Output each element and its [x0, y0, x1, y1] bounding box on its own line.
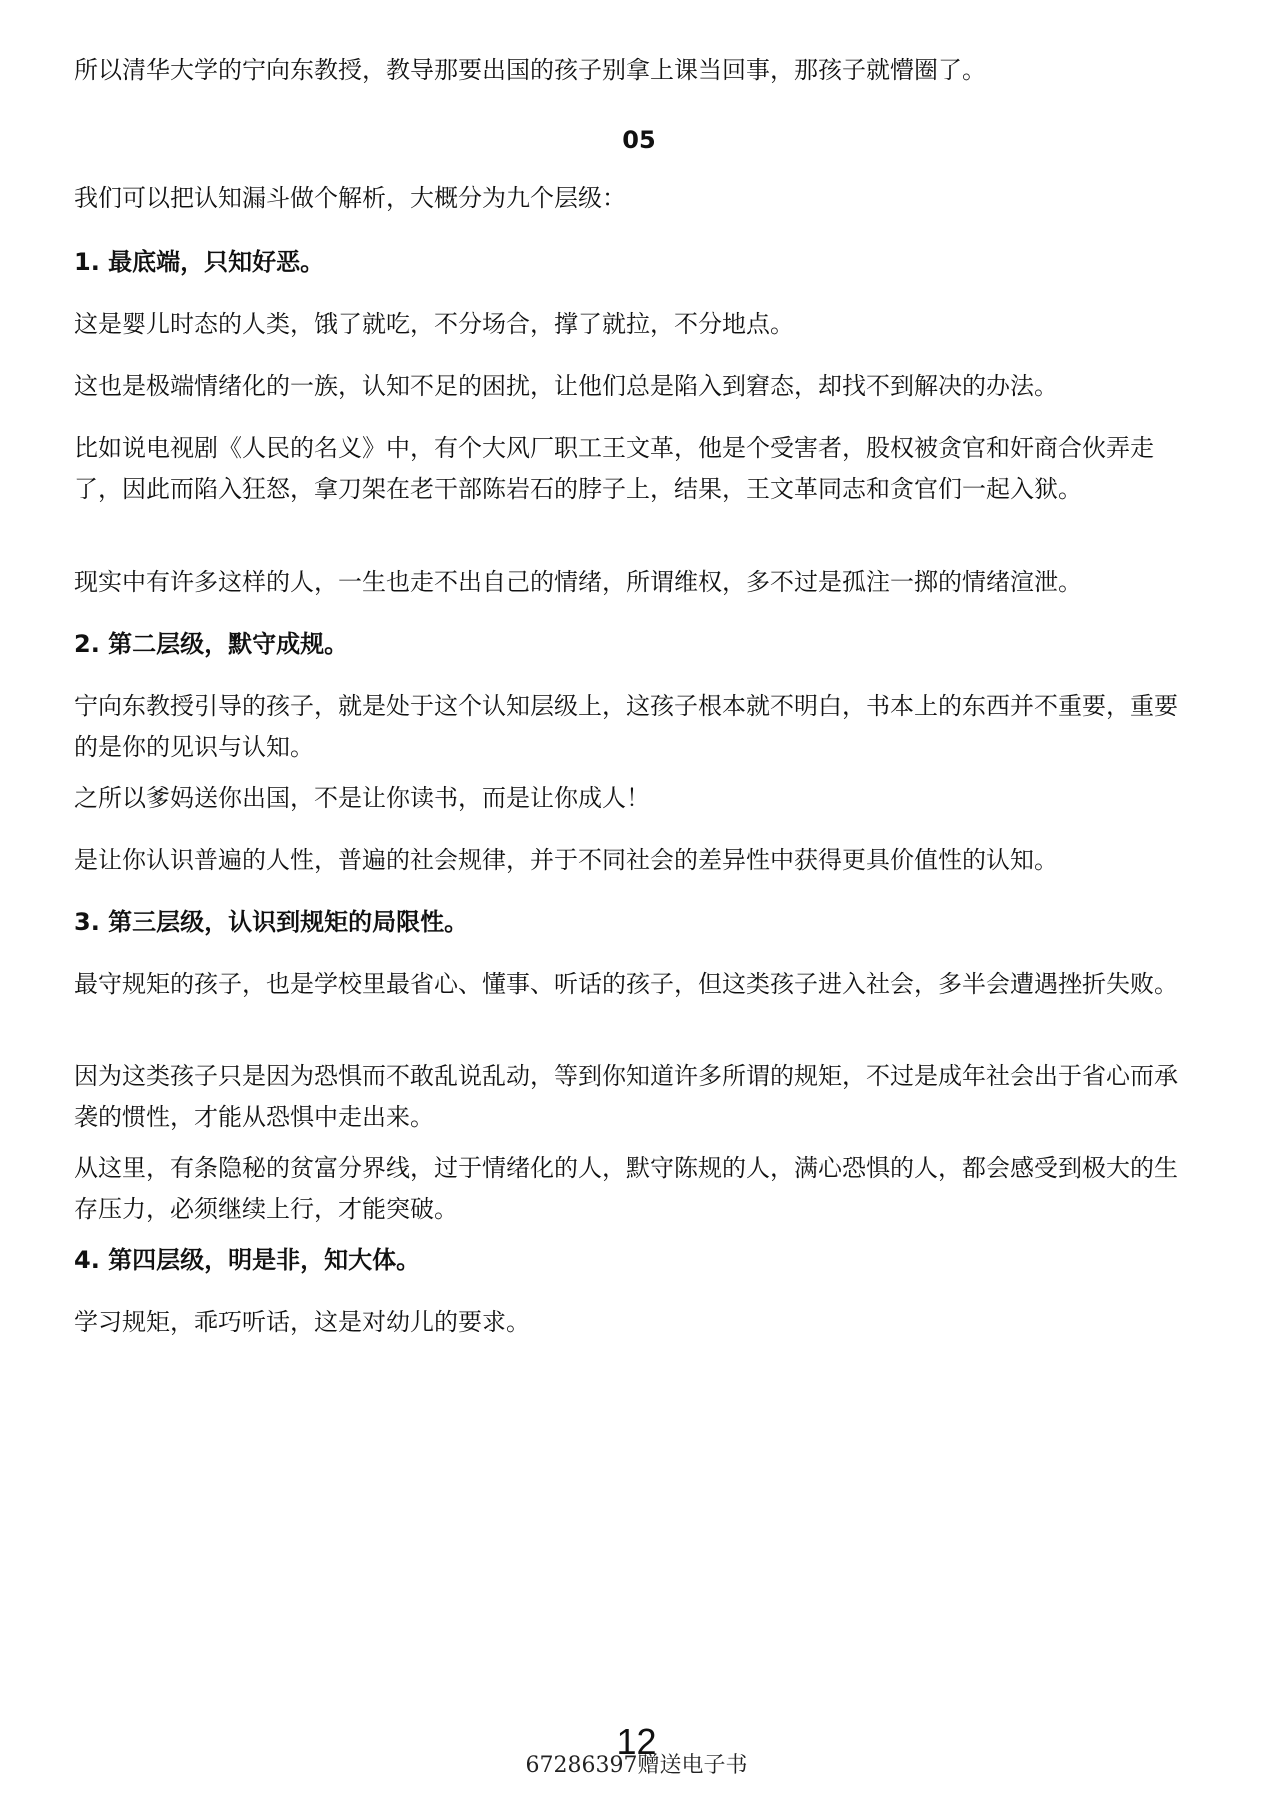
paragraph: 我们可以把认知漏斗做个解析，大概分为九个层级：	[74, 184, 626, 212]
page-number: 12	[616, 1721, 657, 1762]
paragraph: 是让你认识普遍的人性，普遍的社会规律，并于不同社会的差异性中获得更具价值性的认知。	[74, 846, 1058, 874]
section-heading: 1. 最底端，只知好恶。	[74, 248, 325, 276]
section-heading: 3. 第三层级，认识到规矩的局限性。	[74, 908, 469, 936]
paragraph: 宁向东教授引导的孩子，就是处于这个认知层级上，这孩子根本就不明白，书本上的东西并不重要，重要的是你的见识与认知。	[74, 692, 1178, 761]
paragraph: 之所以爹妈送你出国，不是让你读书，而是让你成人！	[74, 784, 650, 812]
paragraph: 比如说电视剧《人民的名义》中，有个大风厂职工王文革，他是个受害者，股权被贪官和奸商合伙弄走了，因此而陷入狂怒，拿刀架在老干部陈岩石的脖子上，结果，王文革同志和贪官们一起入狱。	[74, 434, 1154, 503]
section-number: 05	[622, 126, 656, 154]
section-heading: 4. 第四层级，明是非，知大体。	[74, 1246, 421, 1274]
paragraph: 因为这类孩子只是因为恐惧而不敢乱说乱动，等到你知道许多所谓的规矩，不过是成年社会出于省心而承袭的惯性，才能从恐惧中走出来。	[74, 1062, 1178, 1131]
paragraph: 这是婴儿时态的人类，饿了就吃，不分场合，撑了就拉，不分地点。	[74, 310, 794, 338]
paragraph: 从这里，有条隐秘的贫富分界线，过于情绪化的人，默守陈规的人，满心恐惧的人，都会感受到极大的生存压力，必须继续上行，才能突破。	[74, 1154, 1178, 1223]
section-heading: 2. 第二层级，默守成规。	[74, 630, 349, 658]
paragraph: 学习规矩，乖巧听话，这是对幼儿的要求。	[74, 1308, 530, 1336]
paragraph: 最守规矩的孩子，也是学校里最省心、懂事、听话的孩子，但这类孩子进入社会，多半会遭遇挫折失败。	[74, 970, 1178, 998]
footer-note: 67286397赠送电子书	[525, 1753, 748, 1778]
paragraph: 所以清华大学的宁向东教授，教导那要出国的孩子别拿上课当回事，那孩子就懵圈了。	[74, 56, 986, 84]
paragraph: 现实中有许多这样的人，一生也走不出自己的情绪，所谓维权，多不过是孤注一掷的情绪渲泄。	[74, 568, 1082, 596]
paragraph: 这也是极端情绪化的一族，认知不足的困扰，让他们总是陷入到窘态，却找不到解决的办法。	[74, 372, 1058, 400]
